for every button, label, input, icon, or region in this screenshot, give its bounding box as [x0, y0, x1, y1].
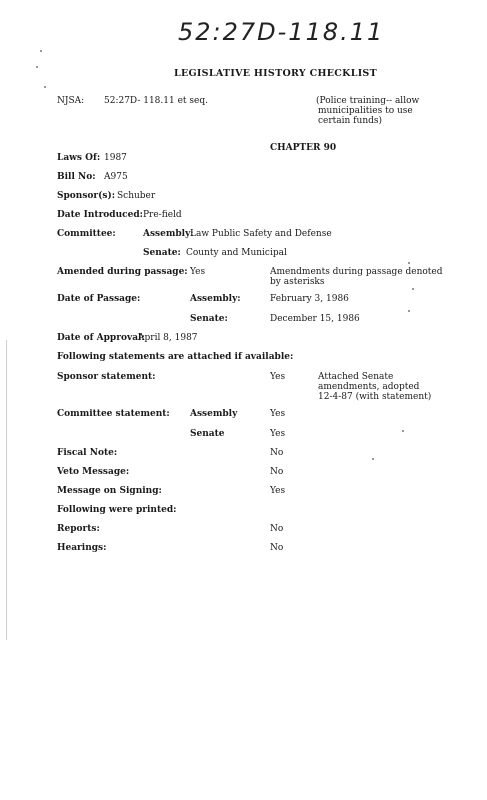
committee-statement-senate-value: Yes [270, 429, 286, 439]
file-number-handwritten: 52:27D-118.11 [178, 18, 385, 46]
hearings-value: No [270, 543, 284, 553]
date-introduced-value: Pre-field [143, 210, 182, 220]
committee-assembly-value: Law Public Safety and Defense [190, 229, 332, 239]
scan-speck [408, 310, 410, 312]
summary-line-2: municipalities to use [318, 106, 413, 116]
signing-value: Yes [270, 486, 286, 496]
committee-statement-senate-label: Senate [190, 429, 225, 439]
amended-value: Yes [190, 267, 206, 277]
printed-heading: Following were printed: [57, 505, 177, 515]
committee-statement-assembly-label: Assembly [190, 409, 238, 419]
date-introduced-label: Date Introduced: [57, 210, 143, 220]
summary-line-3: certain funds) [318, 116, 383, 126]
bill-no-label: Bill No: [57, 172, 96, 182]
passage-label: Date of Passage: [57, 294, 141, 304]
njsa-value: 52:27D- 118.11 et seq. [104, 96, 208, 106]
scan-edge-line [6, 340, 7, 640]
veto-label: Veto Message: [57, 467, 130, 477]
bill-no-value: A975 [104, 172, 128, 182]
committee-statement-label: Committee statement: [57, 409, 170, 419]
sponsor-statement-label: Sponsor statement: [57, 372, 156, 382]
committee-assembly-label: Assembly: [143, 229, 194, 239]
page-title: LEGISLATIVE HISTORY CHECKLIST [174, 68, 377, 79]
scan-speck [408, 262, 410, 264]
chapter: CHAPTER 90 [270, 143, 337, 153]
sponsors-value: Schuber [117, 191, 156, 201]
sponsor-statement-note-line-3: 12-4-87 (with statement) [318, 392, 432, 402]
sponsor-statement-note-line-1: Attached Senate [318, 372, 394, 382]
scan-speck [402, 430, 404, 432]
committee-label: Committee: [57, 229, 116, 239]
passage-senate-value: December 15, 1986 [270, 314, 360, 324]
sponsors-label: Sponsor(s): [57, 191, 116, 201]
scan-speck [36, 66, 38, 68]
amended-label: Amended during passage: [57, 267, 188, 277]
scan-speck [44, 86, 46, 88]
scan-speck [412, 288, 414, 290]
veto-value: No [270, 467, 284, 477]
hearings-label: Hearings: [57, 543, 107, 553]
signing-label: Message on Signing: [57, 486, 162, 496]
scan-speck [372, 458, 374, 460]
amended-note-line-2: by asterisks [270, 277, 325, 287]
laws-of-label: Laws Of: [57, 153, 101, 163]
njsa-label: NJSA: [57, 96, 85, 106]
sponsor-statement-note-line-2: amendments, adopted [318, 382, 420, 392]
statements-heading: Following statements are attached if available: [57, 352, 294, 362]
fiscal-note-label: Fiscal Note: [57, 448, 118, 458]
reports-value: No [270, 524, 284, 534]
summary-line-1: (Police training-- allow [316, 96, 420, 106]
amended-note-line-1: Amendments during passage denoted [270, 267, 443, 277]
sponsor-statement-value: Yes [270, 372, 286, 382]
passage-assembly-label: Assembly: [190, 294, 241, 304]
committee-senate-value: County and Municipal [186, 248, 287, 258]
approval-value: April 8, 1987 [138, 333, 198, 343]
approval-label: Date of Approval: [57, 333, 145, 343]
laws-of-value: 1987 [104, 153, 127, 163]
fiscal-note-value: No [270, 448, 284, 458]
passage-assembly-value: February 3, 1986 [270, 294, 349, 304]
passage-senate-label: Senate: [190, 314, 228, 324]
committee-statement-assembly-value: Yes [270, 409, 286, 419]
committee-senate-label: Senate: [143, 248, 181, 258]
reports-label: Reports: [57, 524, 100, 534]
scan-speck [40, 50, 42, 52]
